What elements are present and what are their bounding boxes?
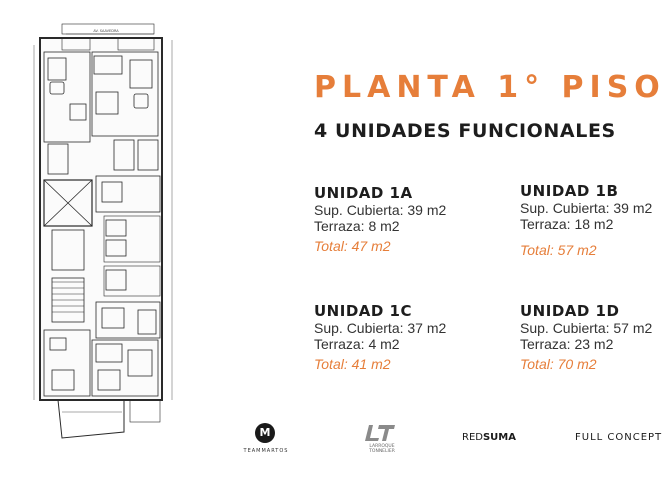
unit-name: UNIDAD 1C — [314, 302, 412, 320]
unit-total-area: Total: 41 m2 — [314, 356, 391, 372]
larroque-line-2: TONNELIER — [369, 449, 395, 454]
larroque-line-1: LARROQUE — [369, 444, 395, 449]
unit-1a — [314, 184, 446, 254]
teammartos-logo — [243, 418, 289, 464]
unit-covered-area: Sup. Cubierta: 37 m2 — [314, 320, 447, 336]
street-label: AV. SAAVEDRA — [93, 29, 119, 33]
unit-covered-area: Sup. Cubierta: 39 m2 — [520, 200, 653, 216]
unit-total-area: Total: 70 m2 — [520, 356, 597, 372]
unit-name: UNIDAD 1B — [520, 182, 619, 200]
unit-terrace-area: Terraza: 4 m2 — [314, 336, 400, 352]
floor-plan — [22, 20, 192, 450]
redsuma-part-2: SUMA — [482, 432, 516, 443]
redsuma-part-1: RED — [462, 432, 483, 443]
redsuma-logo — [462, 432, 516, 443]
teammartos-caption: TEAMMARTOS — [243, 448, 289, 454]
unit-total-area: Total: 57 m2 — [520, 242, 597, 258]
unit-terrace-area: Terraza: 18 m2 — [520, 216, 614, 232]
unit-covered-area: Sup. Cubierta: 57 m2 — [520, 320, 653, 336]
unit-name: UNIDAD 1D — [520, 302, 620, 320]
unit-covered-area: Sup. Cubierta: 39 m2 — [314, 202, 447, 218]
page-subtitle: 4 UNIDADES FUNCIONALES — [314, 120, 616, 142]
larroque-mark-icon — [360, 423, 404, 443]
unit-1c — [314, 302, 446, 372]
teammartos-mark: M — [255, 423, 275, 443]
unit-1b — [520, 182, 652, 258]
unit-total-area: Total: 47 m2 — [314, 238, 391, 254]
unit-1d — [520, 302, 652, 372]
unit-terrace-area: Terraza: 8 m2 — [314, 218, 400, 234]
page-title: PLANTA 1° PISO — [314, 70, 666, 105]
unit-name: UNIDAD 1A — [314, 184, 413, 202]
larroque-tonnelier-logo — [360, 423, 404, 463]
unit-terrace-area: Terraza: 23 m2 — [520, 336, 614, 352]
full-concept-logo: FULL CONCEPT — [575, 432, 663, 443]
